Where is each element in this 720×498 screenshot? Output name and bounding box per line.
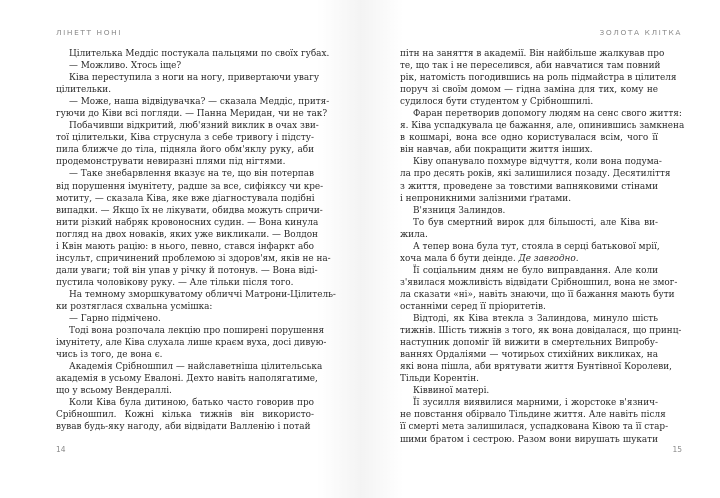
text-line: випадки. — Якщо їх не лікувати, обидва можуть спричи- (56, 205, 323, 216)
text-line: Коли Ківа була дитиною, батько часто говорив про (69, 398, 314, 409)
text-line: імунітету, але Ківа слухала лише краєм вуха, досі дивую- (56, 338, 327, 349)
text-line: пітн на заняття в академії. Він найбільше жалкував про (400, 49, 665, 59)
running-header-author: ЛІНЕТТ НОНІ (56, 28, 123, 37)
text-line: — Може, наша відвідувачка? — сказала Меддіс, притя- (69, 97, 330, 108)
text-line: не повстання обірвало Тільдине життя. Але навіть після (400, 410, 666, 421)
text-line: продемонструвати невиразні плями під нігтями. (56, 157, 286, 168)
text-line: А тепер вона була тут, стояла в серці батькової мрії, (413, 241, 660, 252)
text-line: дали уваги; той він упав у річку й потонув. — Вона віді- (56, 265, 318, 276)
left-page-number: 14 (56, 445, 66, 454)
text-line: вував будь-яку нагоду, аби відвідати Валленію і потай (56, 422, 311, 433)
text-line: Її соціальним дням не було виправдання. Але коли (413, 265, 658, 276)
text-line: рік, натомість погодившись на роль підмайстра в цілителя (400, 73, 677, 84)
text-line: що у всьому Вендераллі. (56, 386, 172, 397)
text-line: жила. (400, 229, 428, 240)
text-line: судилося бути студентом у Срібношпилі. (400, 97, 594, 108)
text-line: мотиту, — сказала Ківа, яке вже діагностувала подібні (56, 193, 315, 204)
text-line: з життя, проведене за товстими вапняковими стінами (400, 181, 658, 192)
text-line: інсульт, спричинений проблемою зі здоров'ям, яків не на- (56, 253, 331, 264)
text-line: погляд на двох новаків, яких уже викликали. — Волдон (56, 229, 318, 240)
text-line: — Таке знебарвлення вказує на те, що він потерпав (69, 169, 314, 180)
text-line: То був смертний вирок для більшості, але Ківа ви- (413, 217, 658, 228)
text-line: останніми серед її пріоритетів. (400, 301, 546, 312)
text-line: ла сказати «ні», навіть знаючи, що її бажання мають бути (400, 289, 675, 300)
text-line: Цілителька Меддіс постукала пальцями по своїх губах. (69, 49, 330, 59)
text-line: пила ближче до тіла, підняла його обм'яклу руку, аби (56, 145, 314, 156)
text-line: тижнів. Шість тижнів з того, як вона довідалася, що принц- (400, 326, 682, 337)
text-line: Срібношпил. Кожні кілька тижнів він використо- (56, 410, 314, 421)
text-line: її смерті мета залишилася, успадкована Ківою та її стар- (400, 422, 669, 433)
running-header-title: ЗОЛОТА КЛІТКА (599, 28, 682, 37)
text-line: — Можливо. Хтось іще? (69, 61, 182, 72)
text-line: з'явилася можливість відвідати Срібношпил, вона не змог- (400, 277, 678, 288)
text-line: від порушення імунітету, радше за все, сифіяксу чи кре- (56, 181, 324, 192)
text-line: ваннях Ордаліями — чотирьох стихійних викликах, на (400, 350, 658, 361)
text-line: Ківвиної матері. (413, 386, 490, 397)
text-line: в кошмарі, вона все одно користувалася всім, чого її (400, 133, 658, 144)
text-line: гуючи до Ківи всі погляди. — Панна Меридан, чи не так? (56, 109, 328, 120)
text-line: На темному зморшкуватому обличчі Матрони-Цілитель- (69, 289, 336, 300)
text-line: Ківа переступила з ноги на ногу, привертаючи увагу (69, 73, 320, 84)
text-line: наступник допоміг їй вижити в смертельних Випробу- (400, 338, 658, 349)
text-line: шими братом і сестрою. Разом вони вирушать шукати (400, 434, 658, 445)
text-line: які вона пішла, аби врятувати життя Бунтівної Королеви, (400, 362, 672, 373)
text-line: хоча мала б бути деінде. Де завгодно. (400, 253, 579, 264)
italic-phrase: Де завгодно. (518, 253, 579, 264)
text-line: ла про десять років, які залишилися позаду. Десятиліття (400, 169, 671, 180)
text-line: і непроникними залізними ґратами. (400, 193, 572, 204)
text-line: я. Ківа успадкувала це бажання, але, опинившись замкнена (400, 121, 685, 132)
right-page (360, 0, 720, 498)
text-line: Побачивши відкритий, люб'язний виклик в очах зви- (69, 121, 319, 132)
text-line: Тільди Корентін. (400, 374, 479, 385)
text-line: ки розтяглася схвальна усмішка: (56, 301, 213, 312)
text-line: Відтоді, як Ківа втекла з Залиндова, минуло шість (413, 314, 658, 325)
text-line: пустила чоловікову руку. — Але тільки після того. (56, 277, 294, 288)
text-line: цілительки. (56, 85, 112, 96)
text-line: і Квін мають рацію: в нього, певно, стався інфаркт або (56, 241, 314, 252)
text-line: академія в усьому Евалоні. Дехто навіть наполягатиме, (56, 374, 318, 385)
text-line: В'язниця Залиндов. (413, 205, 506, 216)
text-line: — Гарно підмічено. (69, 314, 161, 325)
right-page-body (400, 48, 685, 446)
text-line: він навчав, аби покращити життя інших. (400, 145, 593, 156)
text-line: Ківу опанувало похмуре відчуття, коли вона подума- (413, 157, 662, 168)
text-line: тої цілительки, Ківа струснула з себе тривогу і підсту- (56, 133, 314, 144)
text-line: чись із того, де вона є. (56, 350, 163, 361)
text-line: Тоді вона розпочала лекцію про поширені порушення (69, 326, 325, 337)
text-line: поруч зі своїм домом — гідна заміна для тих, кому не (400, 85, 658, 96)
text-line: Фаран перетворив допомогу людям на сенс свого життя: (413, 109, 682, 120)
text-line: Академія Срібношпил — найславетніша цілительська (69, 362, 323, 373)
text-line: нити різкий набряк кровоносних судин. — Вона кинула (56, 217, 319, 228)
text-line: те, що так і не переселився, аби навчатися там повний (400, 61, 661, 72)
left-page-body (56, 48, 336, 434)
right-page-number: 15 (672, 445, 682, 454)
text-line: Її зусилля виявилися марними, і жорстоке в'язнич- (413, 398, 658, 409)
